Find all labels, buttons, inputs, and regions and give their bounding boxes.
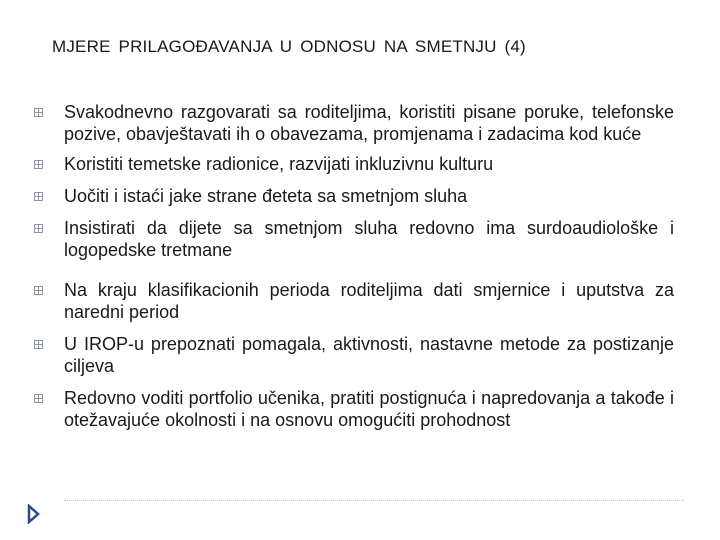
square-grid-bullet-icon [34,192,43,201]
bullet-text: Koristiti temetske radionice, razvijati inkluzivnu kulturu [64,154,494,174]
square-grid-bullet-icon [34,160,43,169]
footer-divider [64,500,684,501]
bullet-item [34,185,674,207]
bullet-item [34,333,674,377]
bullet-list [34,101,674,431]
chevron-marker-icon [26,504,42,524]
square-grid-bullet-icon [34,108,43,117]
bullet-text: Svakodnevno razgovarati sa roditeljima, koristiti pisane poruke, telefonske pozive, obavještavati ih o obavezama, promjenama i zadacima kod kuće [64,102,674,144]
square-grid-bullet-icon [34,286,43,295]
bullet-text: Redovno voditi portfolio učenika, pratiti postignuća i napredovanja a takođe i otežavajuće okolnosti i na osnovu omogućiti prohodnost [64,388,674,430]
bullet-text: Insistirati da dijete sa smetnjom sluha redovno ima surdoaudiološke i logopedske tretmane [64,218,674,260]
bullet-text: Na kraju klasifikacionih perioda roditeljima dati smjernice i uputstva za naredni period [64,280,674,322]
bullet-item [34,217,674,261]
bullet-item [34,101,674,145]
square-grid-bullet-icon [34,340,43,349]
square-grid-bullet-icon [34,394,43,403]
bullet-item [34,387,674,431]
square-grid-bullet-icon [34,224,43,233]
bullet-text: U IROP-u prepoznati pomagala, aktivnosti, nastavne metode za postizanje ciljeva [64,334,674,376]
bullet-item [34,153,674,175]
bullet-item [34,279,674,323]
bullet-text: Uočiti i istaći jake strane đeteta sa smetnjom sluha [64,186,468,206]
slide-title: MJERE PRILAGOĐAVANJA U ODNOSU NA SMETNJU (4) [52,37,526,56]
